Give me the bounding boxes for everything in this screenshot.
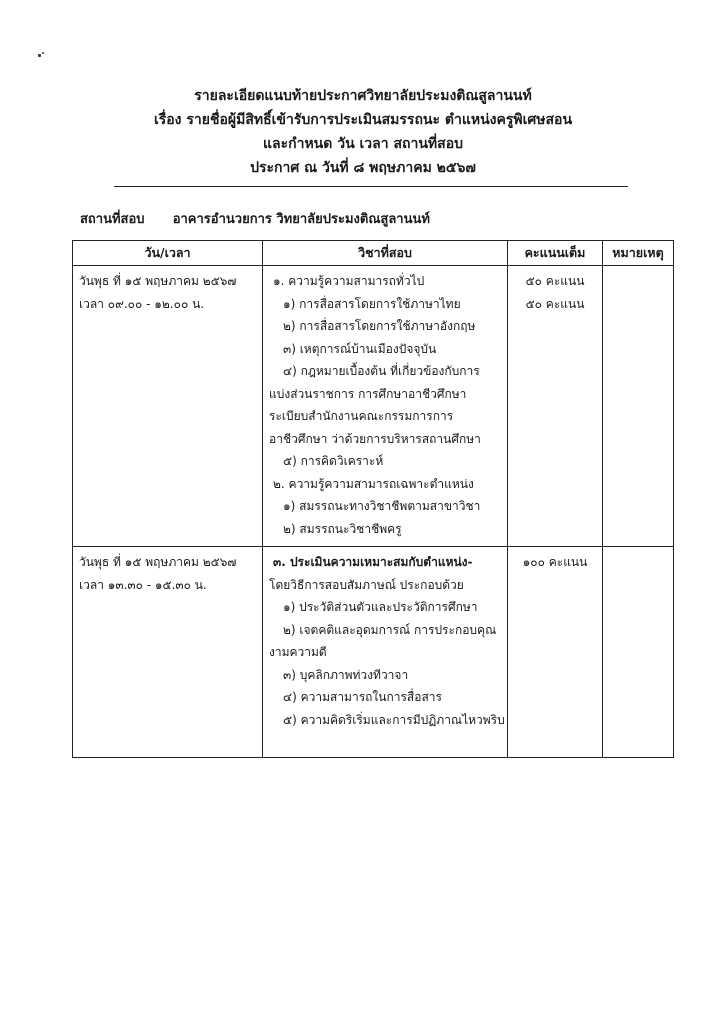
header-full-score: คะแนนเต็ม — [508, 241, 603, 266]
header-subject: วิชาที่สอบ — [263, 241, 508, 266]
subject-item: โดยวิธีการสอบสัมภาษณ์ ประกอบด้วย — [269, 577, 464, 592]
cell-datetime — [73, 547, 263, 758]
header-date: ประกาศ ณ วันที่ ๘ พฤษภาคม ๒๕๖๗ — [250, 160, 476, 176]
subject-item: ๔) ความสามารถในการสื่อสาร — [283, 690, 442, 704]
scan-speck — [38, 52, 44, 58]
subject-item: ระเบียบสำนักงานคณะกรรมการการ — [269, 409, 454, 423]
score-value: ๕๐ คะแนน — [525, 296, 585, 311]
subject-item: ๒) เจตคติและอุดมการณ์ การประกอบคุณ — [283, 622, 497, 637]
table-row — [73, 266, 674, 547]
subject-item: ๑) ประวัติส่วนตัวและประวัติการศึกษา — [283, 600, 478, 614]
cell-full-score — [508, 547, 603, 758]
subject-item: ๕) การคิดวิเคราะห์ — [283, 454, 384, 468]
venue-value: อาคารอำนวยการ วิทยาลัยประมงติณสูลานนท์ — [172, 212, 430, 227]
score-value: ๑๐๐ คะแนน — [522, 555, 588, 569]
row-time: เวลา ๑๓.๓๐ - ๑๕.๓๐ น. — [79, 577, 207, 592]
subject-item: ๒) การสื่อสารโดยการใช้ภาษาอังกฤษ — [283, 319, 476, 333]
exam-venue — [80, 208, 430, 229]
subject-item: ๓) เหตุการณ์บ้านเมืองปัจจุบัน — [283, 341, 437, 356]
subject-item: ๑) การสื่อสารโดยการใช้ภาษาไทย — [283, 296, 461, 311]
header-title: รายละเอียดแนบท้ายประกาศวิทยาลัยประมงติณสูลานนท์ — [194, 88, 532, 104]
subject-item: ๒. ความรู้ความสามารถเฉพาะตำแหน่ง — [273, 476, 474, 491]
cell-remark — [603, 547, 674, 758]
cell-datetime — [73, 266, 263, 547]
document-header — [0, 84, 726, 180]
row-date: วันพุธ ที่ ๑๕ พฤษภาคม ๒๕๖๗ — [79, 555, 237, 569]
cell-remark — [603, 266, 674, 547]
table-header-row — [73, 241, 674, 266]
score-value: ๕๐ คะแนน — [525, 274, 585, 288]
cell-full-score — [508, 266, 603, 547]
header-datetime: วัน/เวลา — [73, 241, 263, 266]
row-time: เวลา ๐๙.๐๐ - ๑๒.๐๐ น. — [79, 296, 205, 311]
subject-item: ๑) สมรรถนะทางวิชาชีพตามสาขาวิชา — [283, 499, 481, 513]
subject-item: ๔) กฎหมายเบื้องต้น ที่เกี่ยวข้องกับการ — [283, 364, 480, 378]
row-date: วันพุธ ที่ ๑๕ พฤษภาคม ๒๕๖๗ — [79, 274, 237, 288]
subject-item: อาชีวศึกษา ว่าด้วยการบริหารสถานศึกษา — [269, 431, 481, 446]
table-row — [73, 547, 674, 758]
subject-item: ๓) บุคลิกภาพท่วงทีวาจา — [283, 667, 409, 682]
header-subject: เรื่อง รายชื่อผู้มีสิทธิ์เข้ารับการประเมินสมรรถนะ ตำแหน่งครูพิเศษสอน — [153, 112, 573, 128]
subject-item: ๒) สมรรถนะวิชาชีพครู — [283, 521, 402, 536]
subject-item: งามความดี — [269, 645, 327, 659]
subject-item: ๓. ประเมินความเหมาะสมกับตำแหน่ง- — [273, 555, 473, 569]
header-schedule-line: และกำหนด วัน เวลา สถานที่สอบ — [262, 136, 463, 152]
exam-schedule-table — [72, 240, 674, 758]
subject-item: ๑. ความรู้ความสามารถทั่วไป — [273, 274, 425, 288]
cell-subjects — [263, 266, 508, 547]
subject-item: แบ่งส่วนราชการ การศึกษาอาชีวศึกษา — [269, 386, 467, 401]
cell-subjects — [263, 547, 508, 758]
header-divider — [114, 186, 628, 187]
header-remark: หมายเหตุ — [603, 241, 674, 266]
venue-label: สถานที่สอบ — [80, 212, 145, 227]
subject-item: ๕) ความคิดริเริ่มและการมีปฏิภาณไหวพริบ — [283, 712, 505, 727]
